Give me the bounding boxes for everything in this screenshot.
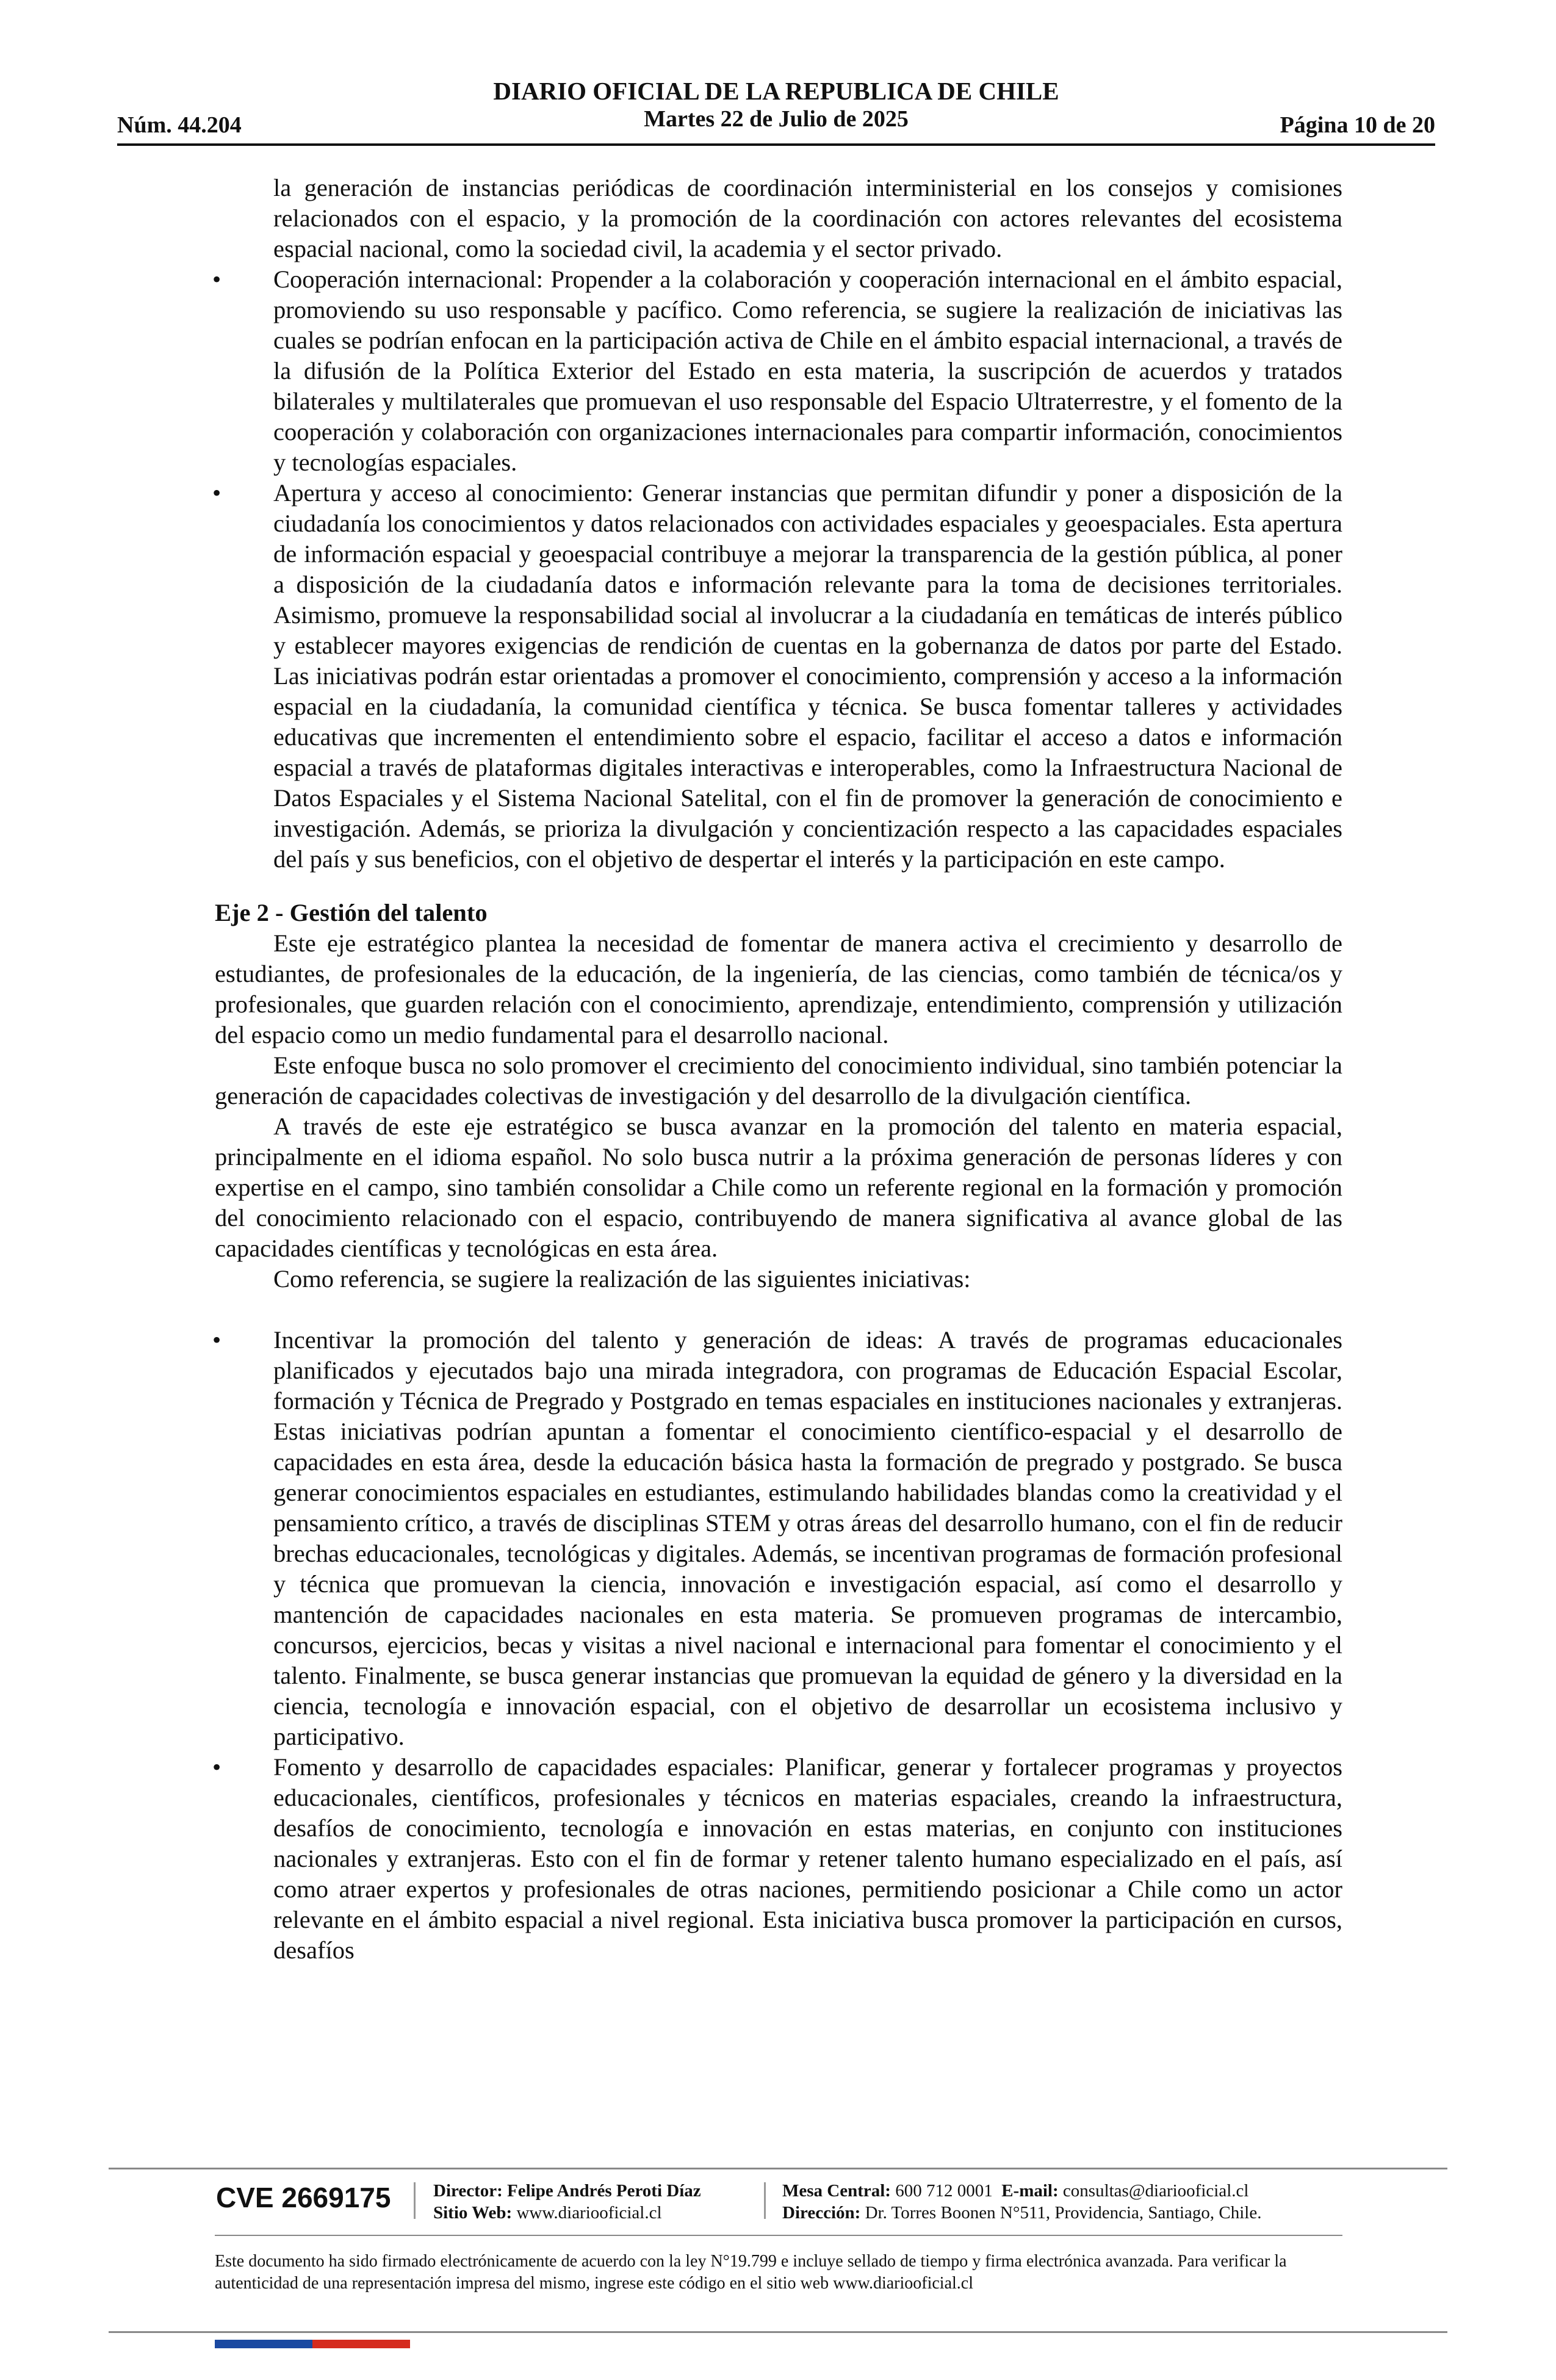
paragraph: Este enfoque busca no solo promover el crecimiento del conocimiento individual, sino también potenciar la generación de capacidades colectivas de investigación y del desarrollo de la divulgación científica. [215, 1051, 1342, 1109]
footer-director-block [433, 2180, 701, 2224]
website-link[interactable]: www.diariooficial.cl [516, 2203, 662, 2223]
document-body [212, 173, 1342, 1966]
address-text: Dr. Torres Boonen N°511, Providencia, Santiago, Chile. [865, 2203, 1262, 2223]
bullet-text-apertura: Apertura y acceso al conocimiento: Generar instancias que permitan difundir y poner a disposición de la ciudadanía los conocimientos y datos relacionados con actividades espaciales y geoespaciales. Esta apertura de información espacial y geoespacial contribuye a mejorar la transparencia de la gestión pública, al poner a disposición de la ciudadanía datos e información relevante para la toma de decisiones territoriales. Asimismo, promueve la responsabilidad social al involucrar a la ciudadanía en temáticas de interés público y establecer mayores exigencias de rendición de cuentas en la gobernanza de datos por parte del Estado. Las iniciativas podrán estar orientadas a promover el conocimiento, comprensión y acceso a la información espacial en la ciudadanía, la comunidad científica y técnica. Se busca fomentar talleres y actividades educativas que incrementen el entendimiento sobre el espacio, facilitar el acceso a datos e información espacial a través de plataformas digitales interactivas e interoperables, como la Infraestructura Nacional de Datos Espaciales y el Sistema Nacional Satelital, con el fin de promover la generación de conocimiento e investigación. Además, se prioriza la divulgación y concientización respecto a las capacidades espaciales del país y sus beneficios, con el objetivo de despertar el interés y la participación en este campo. [273, 479, 1342, 873]
address-label: Dirección: [782, 2203, 861, 2223]
flag-blue-segment [215, 2340, 312, 2348]
bullet-text-cooperacion: Cooperación internacional: Propender a la colaboración y cooperación internacional en el ámbito espacial, promoviendo su uso responsable y pacífico. Como referencia, se sugiere la realización de iniciativas las cuales se podrían enfocan en la participación activa de Chile en el ámbito espacial internacional, a través de la difusión de la Política Exterior del Estado en esta materia, la suscripción de acuerdos y tratados bilaterales y multilaterales que promuevan el uso responsable del Espacio Ultraterrestre, y el fomento de la cooperación y colaboración con organizaciones internacionales para compartir información, conocimientos y tecnologías espaciales. [273, 265, 1342, 476]
paragraph: A través de este eje estratégico se busca avanzar en la promoción del talento en materia espacial, principalmente en el idioma español. No solo busca nutrir a la próxima generación de personas líderes y con expertise en el campo, sino también consolidar a Chile como un referente regional en la formación y promoción del conocimiento relacionado con el espacio, contribuyendo de manera significativa al avance global de las capacidades científicas y tecnológicas en esta área. [215, 1112, 1342, 1262]
web-label: Sitio Web: [433, 2203, 513, 2223]
bullet-item [212, 1752, 1342, 1966]
section-eje-2 [215, 898, 1342, 1294]
bullet-text-talento: Incentivar la promoción del talento y generación de ideas: A través de programas educacionales planificados y ejecutados bajo una mirada integradora, con programas de Educación Espacial Escolar, formación y Técnica de Pregrado y Postgrado en temas espaciales en instituciones nacionales y extranjeras. Estas iniciativas podrían apuntan a fomentar el conocimiento científico-espacial y el desarrollo de capacidades en esta área, desde la educación básica hasta la formación de pregrado y postgrado. Se busca generar conocimientos espaciales en estudiantes, estimulando habilidades blandas como la creatividad y el pensamiento crítico, a través de disciplinas STEM y otras áreas del desarrollo humano, con el fin de reducir brechas educacionales, tecnológicas y digitales. Además, se incentivan programas de formación profesional y técnica que promuevan la ciencia, innovación e investigación espacial, así como el desarrollo y mantención de capacidades nacionales en esta materia. Se promueven programas de intercambio, concursos, ejercicios, becas y visitas a nivel nacional e internacional para fomentar el conocimiento y el talento. Finalmente, se busca generar instancias que promuevan la equidad de género y la diversidad en la ciencia, tecnología e innovación espacial, con el objetivo de desarrollar un ecosistema inclusivo y participativo. [273, 1326, 1342, 1750]
issue-date: Martes 22 de Julio de 2025 [644, 106, 909, 132]
bullet-text-capacidades: Fomento y desarrollo de capacidades espaciales: Planificar, generar y fortalecer programas y proyectos educacionales, científicos, profesionales y técnicos en materias espaciales, creando la infraestructura, desafíos de conocimiento, tecnología e innovación en estas materias, en conjunto con instituciones nacionales y extranjeras. Esto con el fin de formar y retener talento humano especializado en el país, así como atraer expertos y profesionales de otras naciones, permitiendo posicionar a Chile como un actor relevante en el ámbito espacial a nivel regional. Esta iniciativa busca promover la participación en cursos, desafíos [273, 1753, 1342, 1964]
director-label: Director: [433, 2181, 503, 2201]
newspaper-title: DIARIO OFICIAL DE LA REPUBLICA DE CHILE [493, 77, 1059, 105]
footer-divider-bottom [109, 2331, 1447, 2333]
bullet-item [212, 1325, 1342, 1752]
bullet-item [212, 264, 1342, 478]
footer-divider-top [109, 2168, 1447, 2169]
footer-contact-block [782, 2180, 1261, 2224]
paragraph: Este eje estratégico plantea la necesidad de fomentar de manera activa el crecimiento y desarrollo de estudiantes, de profesionales de la educación, de la ingeniería, de las ciencias, como también de técnica/os y profesionales, que guarden relación con el conocimiento, aprendizaje, entendimiento, comprensión y utilización del espacio como un medio fundamental para el desarrollo nacional. [215, 929, 1342, 1048]
email-label: E-mail: [1001, 2181, 1059, 2201]
director-name: Felipe Andrés Peroti Díaz [507, 2181, 701, 2201]
page-header [117, 76, 1435, 146]
bullet-item [212, 478, 1342, 874]
flag-red-segment [312, 2340, 410, 2348]
bullet-marker: • [212, 1753, 222, 1781]
section-title: Eje 2 - Gestión del talento [215, 899, 488, 926]
header-title-block [117, 76, 1435, 132]
footer-separator [414, 2182, 416, 2219]
issue-number: Núm. 44.204 [117, 112, 242, 138]
bullet-marker: • [212, 1326, 222, 1354]
footer-divider-middle [215, 2235, 1342, 2236]
cve-code: CVE 2669175 [216, 2182, 391, 2213]
paragraph: Como referencia, se sugiere la realización de las siguientes iniciativas: [273, 1265, 971, 1293]
bullet-marker: • [212, 479, 222, 507]
intro-continuation: la generación de instancias periódicas de coordinación interministerial en los consejos y comisiones relacionados con el espacio, y la promoción de la coordinación con actores relevantes del ecosistema espacial nacional, como la sociedad civil, la academia y el sector privado. [273, 174, 1342, 262]
phone-label: Mesa Central: [782, 2181, 891, 2201]
phone-number: 600 712 0001 [895, 2181, 993, 2201]
email-link[interactable]: consultas@diariooficial.cl [1062, 2181, 1249, 2201]
page-number: Página 10 de 20 [1280, 112, 1435, 138]
page-footer [109, 2170, 1447, 2231]
bullet-marker: • [212, 265, 222, 293]
footer-separator [764, 2182, 766, 2219]
legal-notice: Este documento ha sido firmado electrónicamente de acuerdo con la ley N°19.799 e incluye sellado de tiempo y firma electrónica avanzada. Para verificar la autenticidad de una representación impresa del mismo, ingrese este código en el sitio web www.diariooficial.cl [215, 2252, 1287, 2293]
